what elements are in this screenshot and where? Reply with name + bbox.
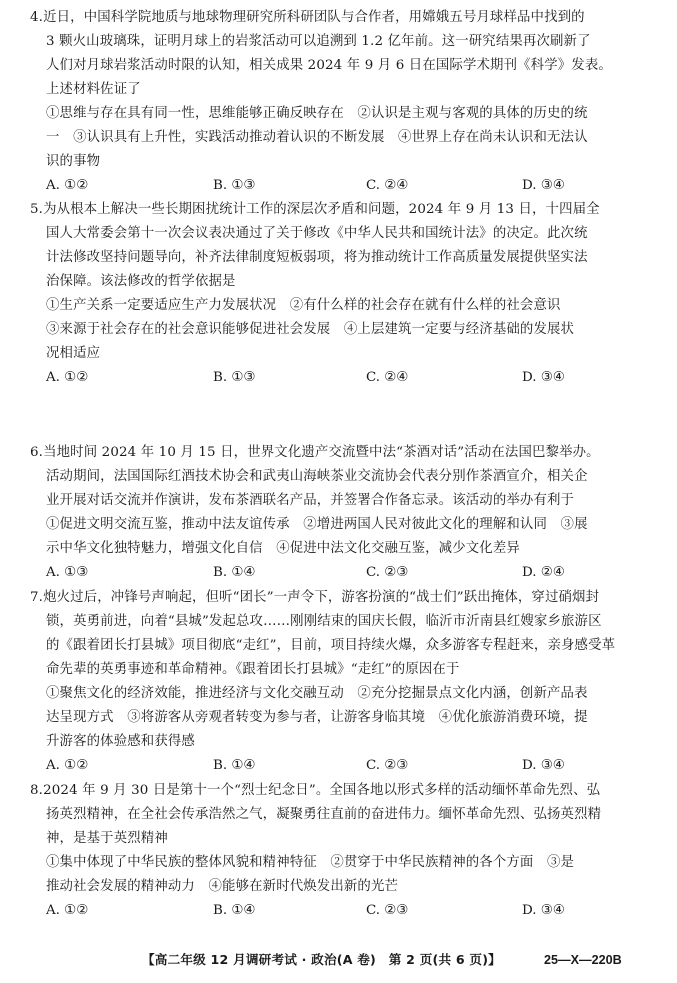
question-line: 治保障。该法修改的哲学依据是 bbox=[46, 274, 236, 289]
question-line: 上述材料佐证了 bbox=[46, 82, 141, 97]
question-8 bbox=[30, 779, 660, 923]
option-b[interactable]: B. ①④ bbox=[213, 565, 256, 580]
question-line: 达呈现方式 ③将游客从旁观者转变为参与者，让游客身临其境 ④优化旅游消费环境，提 bbox=[46, 710, 588, 725]
question-line: 活动期间，法国国际红酒技术协会和武夷山海峡茶业交流协会代表分别作茶酒宣介，相关企 bbox=[46, 469, 588, 484]
question-line: 3 颗火山玻璃珠，证明月球上的岩浆活动可以追溯到 1.2 亿年前。这一研究结果再次刷新了 bbox=[46, 34, 591, 49]
question-line: 6.当地时间 2024 年 10 月 15 日，世界文化遗产交流暨中法“茶酒对话”活动在法国巴黎举办。 bbox=[30, 445, 600, 460]
question-line: 国人大常委会第十一次会议表决通过了关于修改《中华人民共和国统计法》的决定。此次统 bbox=[46, 226, 588, 241]
question-line: ①促进文明交流互鉴，推动中法友谊传承 ②增进两国人民对彼此文化的理解和认同 ③展 bbox=[46, 517, 588, 532]
question-line: 神，是基于英烈精神 bbox=[46, 831, 168, 846]
footer-exam-info: 【高二年级 12 月调研考试 · 政治(A 卷) 第 2 页(共 6 页)】 bbox=[142, 952, 501, 967]
question-6 bbox=[30, 441, 660, 585]
option-a[interactable]: A. ①② bbox=[46, 178, 89, 193]
option-b[interactable]: B. ①④ bbox=[213, 758, 256, 773]
question-line: 示中华文化独特魅力，增强文化自信 ④促进中法文化交融互鉴，减少文化差异 bbox=[46, 541, 520, 556]
option-a[interactable]: A. ①② bbox=[46, 758, 89, 773]
question-line: 命先辈的英勇事迹和革命精神。《跟着团长打县城》“走红”的原因在于 bbox=[46, 662, 460, 677]
question-line: 锁，英勇前进，向着“县城”发起总攻……刚刚结束的国庆长假，临沂市沂南县红嫂家乡旅游区 bbox=[46, 614, 602, 629]
option-d[interactable]: D. ③④ bbox=[522, 178, 565, 193]
option-b[interactable]: B. ①③ bbox=[213, 370, 256, 385]
question-line: 业开展对话交流并作演讲，发布茶酒联名产品，并签署合作备忘录。该活动的举办有利于 bbox=[46, 493, 575, 508]
option-b[interactable]: B. ①④ bbox=[213, 903, 256, 918]
question-line: ①生产关系一定要适应生产力发展状况 ②有什么样的社会存在就有什么样的社会意识 bbox=[46, 298, 561, 313]
question-line: ①思维与存在具有同一性，思维能够正确反映存在 ②认识是主观与客观的具体的历史的统 bbox=[46, 106, 588, 121]
question-line: 一 ③认识具有上升性，实践活动推动着认识的不断发展 ④世界上存在尚未认识和无法认 bbox=[46, 130, 588, 145]
question-line: ③来源于社会存在的社会意识能够促进社会发展 ④上层建筑一定要与经济基础的发展状 bbox=[46, 322, 575, 337]
question-line: ①聚焦文化的经济效能，推进经济与文化交融互动 ②充分挖掘景点文化内涵，创新产品表 bbox=[46, 686, 588, 701]
answer-options bbox=[30, 561, 660, 585]
option-c[interactable]: C. ②③ bbox=[366, 758, 409, 773]
answer-options bbox=[30, 174, 660, 198]
question-line: 计法修改坚持问题导向，补齐法律制度短板弱项，将为推动统计工作高质量发展提供坚实法 bbox=[46, 250, 588, 265]
option-d[interactable]: D. ②④ bbox=[522, 565, 565, 580]
option-a[interactable]: A. ①③ bbox=[46, 565, 89, 580]
question-line: 升游客的体验感和获得感 bbox=[46, 734, 195, 749]
option-c[interactable]: C. ②④ bbox=[366, 370, 409, 385]
question-line: 识的事物 bbox=[46, 154, 101, 169]
question-line: 况相适应 bbox=[46, 346, 101, 361]
option-a[interactable]: A. ①② bbox=[46, 903, 89, 918]
page-footer bbox=[0, 948, 677, 972]
option-c[interactable]: C. ②③ bbox=[366, 903, 409, 918]
option-c[interactable]: C. ②③ bbox=[366, 565, 409, 580]
question-line: 5.为从根本上解决一些长期困扰统计工作的深层次矛盾和问题，2024 年 9 月 13 日，十四届全 bbox=[30, 202, 600, 217]
answer-options bbox=[30, 366, 660, 390]
question-line: ①集中体现了中华民族的整体风貌和精神特征 ②贯穿于中华民族精神的各个方面 ③是 bbox=[46, 855, 575, 870]
question-4 bbox=[30, 6, 660, 198]
question-line: 扬英烈精神，在全社会传承浩然之气，凝聚勇往直前的奋进伟力。缅怀革命先烈、弘扬英烈精 bbox=[46, 807, 602, 822]
footer-paper-code: 25—X—220B bbox=[544, 953, 622, 967]
option-d[interactable]: D. ③④ bbox=[522, 903, 565, 918]
question-line: 的《跟着团长打县城》项目彻底“走红”，目前，项目持续火爆，众多游客专程赶来，亲身感受革 bbox=[46, 638, 616, 653]
option-c[interactable]: C. ②④ bbox=[366, 178, 409, 193]
question-line: 人们对月球岩浆活动时限的认知，相关成果 2024 年 9 月 6 日在国际学术期刊《科学》发表。 bbox=[46, 58, 612, 73]
option-d[interactable]: D. ③④ bbox=[522, 370, 565, 385]
option-d[interactable]: D. ③④ bbox=[522, 758, 565, 773]
question-line: 4.近日，中国科学院地质与地球物理研究所科研团队与合作者，用嫦娥五号月球样品中找到的 bbox=[30, 10, 585, 25]
question-5 bbox=[30, 198, 660, 390]
answer-options bbox=[30, 754, 660, 778]
question-7 bbox=[30, 586, 660, 778]
question-line: 8.2024 年 9 月 30 日是第十一个“烈士纪念日”。全国各地以形式多样的活动缅怀革命先烈、弘 bbox=[30, 783, 601, 798]
question-line: 7.炮火过后，冲锋号声响起，但听“团长”一声令下，游客扮演的“战士们”跃出掩体，穿过硝烟封 bbox=[30, 590, 600, 605]
option-a[interactable]: A. ①② bbox=[46, 370, 89, 385]
question-line: 推动社会发展的精神动力 ④能够在新时代焕发出新的光芒 bbox=[46, 879, 399, 894]
answer-options bbox=[30, 899, 660, 923]
option-b[interactable]: B. ①③ bbox=[213, 178, 256, 193]
